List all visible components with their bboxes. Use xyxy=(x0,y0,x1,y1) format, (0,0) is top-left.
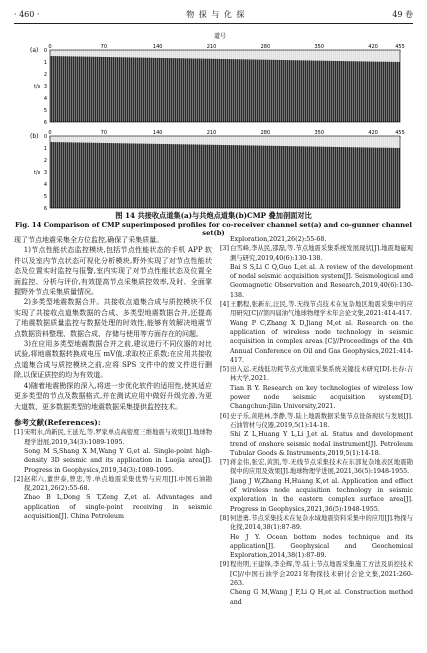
y-tick-label: 2 xyxy=(43,71,47,78)
x-tick-label: 70 xyxy=(100,44,108,50)
paragraph: 4)随着地震勘探的深入,将进一步优化软件的适用性,使其适应更多类型的节点及数据格式,并在测试应用中做好升级完善,为更大道数、更多数据类型的地震数据采集提供监控技术。 xyxy=(14,381,212,411)
x-tick-label: 140 xyxy=(152,44,163,50)
reference-translation: He J Y. Ocean bottom nodes technique and its application[J]. Geophysical and Geochemical Exploration,2014,38(1):87-89. xyxy=(230,533,413,560)
axis-title: 道号 xyxy=(213,33,227,40)
panel-b-y-axis xyxy=(44,134,47,210)
reference-item: [3] 白雪峰,李从民,邵磊,等.节点地震采集系统发展现状[J].地震地磁观测与研究,2019,40(6):130-138. xyxy=(220,245,413,262)
reference-translation: Cheng G M,Wang J F,Li Q H,et al. Construction method and xyxy=(230,589,413,606)
reference-item: [1] 宋明水,尚新民,王延光,等.罗家单点高密度三维地震与效果[J].地球物理学进展,2019,34(3):1089-1095. xyxy=(14,429,212,446)
paragraph: 1)节点性能状态监控模块,包括节点性能状态的手机 APP 软件以及室内节点状态可视化分析模块,野外实现了对节点性能状态及位置实时监控与报警,室内实现了对节点性能状态及位置全面监控、分析与评价,有效提高节点采集质控效率,及时、全面掌握野外节点采集质量情况。 xyxy=(14,246,212,297)
reference-item: [4] 王鹏程,张新东,汪民,等.无线节点技术在复杂地区地震采集中的应用研究[C]//第四届油气地球物理学术年会论文集,2021:414-417. xyxy=(220,301,413,318)
y-tick-label: 1 xyxy=(43,145,47,152)
journal-name: 物 探 与 化 探 xyxy=(186,9,246,19)
y-tick-label: 4 xyxy=(43,95,47,102)
y-tick-label: 2 xyxy=(43,157,47,164)
x-tick-label: 455 xyxy=(395,130,405,136)
x-tick-label: 350 xyxy=(314,130,325,136)
reference-item: [2] 赵邦六,董世泰,曾忠,等.单点地震采集优势与应用[J].中国石油勘探,2021,26(2):55-68. xyxy=(14,475,212,493)
reference-translation: Tian R Y. Research on key technologies of wireless low power node seismic acquisition system[D]. Changchun:Jilin University,2021. xyxy=(230,384,413,411)
reference-item: [9] 程贵明,王建锋,李全辉,等.陆上节点地震采集施工方法及质控技术[C]//中国石油学会2021年物探技术研讨会论文集,2021:260-263. xyxy=(220,561,413,587)
reference-translation: Exploration,2021,26(2):55-68. xyxy=(230,236,327,243)
x-tick-label: 140 xyxy=(152,130,163,136)
header-rule xyxy=(14,23,413,24)
y-tick-label: 0 xyxy=(43,47,47,54)
seismic-figure xyxy=(30,30,410,210)
y-tick-label: 3 xyxy=(43,169,47,176)
panel-b-label: (b) xyxy=(30,133,39,140)
reference-translation: Jiang J W,Zhang H,Huang K,et al. Application and effect of wireless node acquisition technology in seismic exploration in the eastern complex surface area[J]. Progress in Geophysics,2021,36(5):1948-1955. xyxy=(230,477,413,513)
left-column xyxy=(14,235,212,521)
references-heading: 参考文献(References): xyxy=(14,417,101,427)
panel-a-y-unit: t/s xyxy=(34,84,41,90)
y-tick-label: 5 xyxy=(43,107,47,114)
reference-translation: Bai S S,Li C Q,Guo L,et al. A review of the development of nodal seismic acquisition system[J]. Seismological and Geomagnetic Observation and Research,2019,40(6):130-138. xyxy=(230,263,413,299)
paragraph: 3)在应用多类型地震数据合并之前,建议进行不同仪器的对比试验,将地震数据转换成电压 mV值,求取校正系数;在应用共接收点道集合成与质控模块之前,应将 SPS 文件中的废文件进行删除,以保证质控的均为有效道。 xyxy=(14,340,212,380)
reference-translation: Song M S,Shang X M,Wang Y G,et al. Single-point high-density 3D seismic and its application in Luojia area[J]. Progress in Geophysics,2019,34(3):1089-1095. xyxy=(24,447,212,474)
reference-translation: Wang P C,Zhang X D,Jiang M,et al. Research on the application of wireless node technology in seismic acquisition in complex areas [C]//Proceedings of the 4th Annual Conference on Oil and Gas Geophysics,2021:414-417. xyxy=(230,319,413,364)
reference-translation: Shi Z L,Huang Y L,Li J,et al. Status and development trend of onshore seismic nodal instrument[J]. Petroleum Tubular Goods & Instruments,2019,5(1):14-18. xyxy=(230,431,413,457)
figure-caption-cn: 图 14 共接收点道集(a)与共炮点道集(b)CMP 叠加剖面对比 xyxy=(115,211,312,220)
y-tick-label: 6 xyxy=(43,119,47,126)
y-tick-label: 1 xyxy=(43,59,47,66)
x-tick-label: 0 xyxy=(48,44,52,50)
paragraph: 现了节点地震采集全方位监控,确保了采集质量。 xyxy=(14,236,164,244)
page-number: · 460 · xyxy=(14,9,40,19)
x-tick-label: 210 xyxy=(206,130,217,136)
panel-a-label: (a) xyxy=(30,47,39,54)
right-column xyxy=(220,235,413,607)
x-tick-label: 280 xyxy=(260,44,271,50)
reference-item: [7] 蒋金伟,张宏,黄凯,等.无线节点采集技术在东部复杂地表区地震勘探中的应用及效果[J].地球物理学进展,2021,36(5):1948-1955. xyxy=(220,459,413,476)
volume-label: 49 卷 xyxy=(392,9,413,19)
paragraph: 2)多类型地震数据合并。共接收点道集合成与质控模块不仅实现了共接收点道集数据的合成、多类型地震数据合并,还提高了地震数据质量监控与数据处理的时效性,能够有效解决地震节点数据资料整理、数据合成、存储与使用等方面存在的问题。 xyxy=(14,298,212,338)
reference-item: [6] 史子乐,黄艳林,李静,等.陆上地震数据采集节点设备现状与发展[J].石油管材与仪器,2019,5(1):14-18. xyxy=(220,412,413,429)
x-tick-label: 420 xyxy=(368,130,378,136)
y-tick-label: 5 xyxy=(43,193,47,200)
panel-b-y-unit: t/s xyxy=(34,170,41,176)
panel-a-y-axis xyxy=(44,48,47,126)
x-tick-label: 455 xyxy=(395,44,405,50)
y-tick-label: 4 xyxy=(43,181,47,188)
x-tick-label: 280 xyxy=(260,130,271,136)
x-tick-label: 210 xyxy=(206,44,217,50)
figure-caption-en: Fig. 14 Comparison of CMP superimposed profiles for co-receiver channel set(a) and co-gunner channel set(b) xyxy=(14,221,413,237)
x-tick-label: 350 xyxy=(314,44,325,50)
x-tick-label: 420 xyxy=(368,44,378,50)
reference-item: [5] 田入运.无线低功耗节点式地震采集系统关键技术研究[D].长春:吉林大学,2021. xyxy=(220,366,413,383)
running-header xyxy=(14,6,413,22)
x-tick-label: 0 xyxy=(48,130,52,136)
reference-item: [8] 何进勇.节点采集技术在复杂水域地震资料采集中的应用[J].物探与化探,2014,38(1):87-89. xyxy=(220,514,413,532)
reference-translation: Zhao B L,Dong S T,Zeng Z,et al. Advantages and application of single-point receiving in seismic acquisition[J]. China Petroleum xyxy=(24,494,212,520)
y-tick-label: 6 xyxy=(43,205,47,210)
y-tick-label: 0 xyxy=(43,133,47,140)
y-tick-label: 3 xyxy=(43,83,47,90)
x-tick-label: 70 xyxy=(100,130,108,136)
